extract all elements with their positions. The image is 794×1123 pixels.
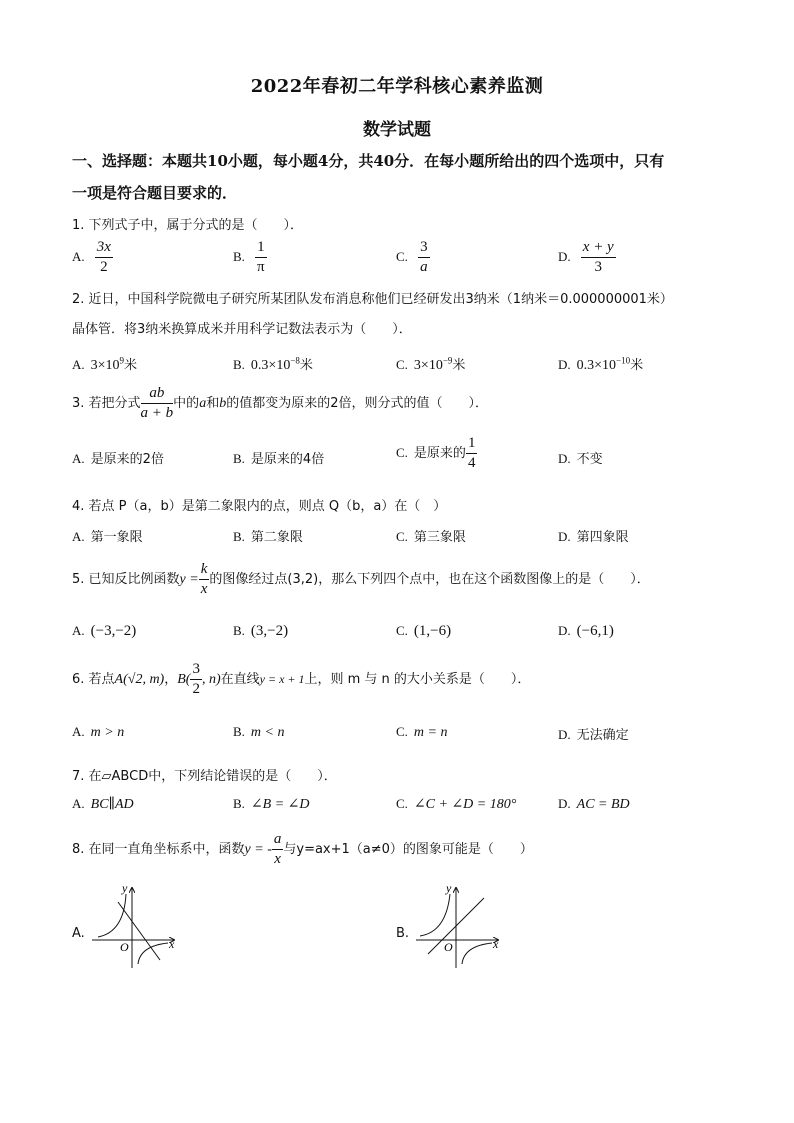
numerator: 3	[190, 662, 202, 680]
option-base: 0.3×10	[576, 358, 617, 373]
q5-stem-post: 的图像经过点(3,2)，那么下列四个点中，也在这个函数图像上的是（ ）．	[209, 572, 650, 587]
q3-option-b	[233, 448, 324, 467]
denominator: 3	[594, 259, 602, 275]
q4-option-d	[558, 526, 629, 545]
q4-option-c	[396, 526, 466, 545]
hyperbola-branch-upper-left	[98, 894, 126, 937]
option-text: ∠B = ∠D	[250, 797, 310, 812]
q3-option-a	[72, 448, 164, 467]
option-text: 第二象限	[250, 530, 303, 545]
option-label: D.	[558, 623, 571, 638]
option-text: (1,−6)	[413, 623, 452, 639]
denominator: a + b	[140, 405, 174, 421]
x-label: x	[169, 937, 175, 951]
q5-stem	[72, 562, 650, 597]
option-base: 3×10	[413, 358, 443, 373]
option-text: AC = BD	[576, 797, 630, 812]
numerator: k	[199, 562, 210, 580]
option-unit: 米	[630, 358, 644, 373]
q7-option-b	[233, 796, 310, 813]
q6-stem-mid: 在直线	[220, 672, 260, 687]
option-text: (−6,1)	[576, 623, 614, 639]
q6-option-c	[396, 724, 447, 741]
q8-stem	[72, 832, 533, 867]
q5-stem-pre: 5. 已知反比例函数	[72, 572, 180, 587]
option-unit: 米	[124, 358, 138, 373]
section-heading-line2: 一项是符合题目要求的．	[72, 184, 238, 202]
q7-option-d	[558, 796, 630, 813]
q3-stem	[72, 386, 488, 421]
exam-subtitle: 数学试题	[363, 120, 431, 140]
origin-label: O	[120, 940, 129, 954]
q4-option-a	[72, 526, 143, 545]
option-label: B.	[233, 357, 245, 372]
option-text: BC∥AD	[90, 797, 134, 812]
option-label: C.	[396, 249, 408, 264]
func-lhs: y = -	[244, 842, 272, 857]
denominator: x	[274, 851, 281, 867]
option-label: D.	[558, 451, 571, 466]
option-label: A.	[72, 724, 85, 739]
q4-option-b	[233, 526, 303, 545]
q8-stem-post: 与y=ax+1（a≠0）的图象可能是（ ）	[283, 842, 533, 857]
q4-stem: 4. 若点 P（a，b）是第二象限内的点，则点 Q（b，a）在（ ）	[72, 499, 447, 514]
option-text: m < n	[250, 725, 285, 740]
q1-option-c	[396, 240, 430, 275]
option-label: B.	[233, 796, 245, 811]
option-text: 是原来的4倍	[250, 452, 325, 467]
q8-option-a-label: A.	[72, 926, 85, 941]
option-exponent: 9	[119, 355, 125, 366]
y-label: y	[446, 881, 452, 895]
x-label: x	[493, 937, 499, 951]
q6-stem-post: 上，则 m 与 n 的大小关系是（ ）．	[304, 672, 531, 687]
option-label: A.	[72, 357, 85, 372]
hyperbola-branch-lower-right	[138, 943, 168, 964]
q5-option-c	[396, 623, 451, 640]
numerator: ab	[141, 386, 174, 404]
option-label: A.	[72, 451, 85, 466]
q6-stem-pre: 6. 若点	[72, 672, 115, 687]
option-text: 第三象限	[413, 530, 466, 545]
option-label: B.	[233, 623, 245, 638]
option-label: C.	[396, 724, 408, 739]
point-b-close: , n)	[201, 672, 221, 687]
option-exponent: −8	[290, 355, 300, 366]
q3-stem-post: 的值都变为原来的2倍，则分式的值（ ）．	[226, 396, 488, 411]
option-label: A.	[72, 796, 85, 811]
denominator: 2	[100, 259, 108, 275]
denominator: π	[257, 259, 265, 275]
q3-stem-mid: 中的	[173, 396, 200, 411]
option-label: D.	[558, 796, 571, 811]
point-a: A(√2, m)	[114, 672, 165, 687]
q8-option-b-label: B.	[396, 926, 410, 941]
q5-option-a	[72, 623, 136, 640]
option-label: D.	[558, 529, 571, 544]
section-heading-line1: 一、选择题：本题共10小题，每小题4分，共40分．在每小题所给出的四个选项中，只有	[72, 152, 665, 170]
point-b-open: B(	[177, 672, 191, 687]
var-a: a	[199, 396, 207, 411]
q2-stem-line1: 2. 近日，中国科学院微电子研究所某团队发布消息称他们已经研发出3纳米（1纳米＝0.000000001米）	[72, 292, 673, 307]
q6-stem	[72, 662, 530, 697]
option-label: C.	[396, 357, 408, 372]
option-label: B.	[233, 529, 245, 544]
q2-option-c	[396, 354, 465, 374]
option-base: 0.3×10	[250, 358, 291, 373]
q6-option-d	[558, 724, 629, 743]
numerator: 3x	[95, 240, 113, 258]
option-text: 是原来的	[413, 446, 466, 461]
y-label: y	[122, 881, 128, 895]
option-text: 第一象限	[90, 530, 143, 545]
option-unit: 米	[299, 358, 313, 373]
q8-option-b-graph	[412, 880, 512, 974]
option-label: C.	[396, 445, 408, 460]
denominator: 2	[192, 681, 200, 697]
numerator: 1	[255, 240, 267, 258]
q2-stem-line2: 晶体管．将3纳米换算成米并用科学记数法表示为（ ）．	[72, 322, 412, 337]
q2-option-a	[72, 354, 137, 374]
q3-stem-and: 和	[206, 396, 220, 411]
q5-option-d	[558, 623, 614, 640]
option-text: 无法确定	[576, 728, 629, 743]
q7-option-a	[72, 796, 134, 813]
option-text: 第四象限	[576, 530, 629, 545]
q1-option-d	[558, 240, 616, 275]
denominator: x	[200, 581, 208, 597]
q3-option-d	[558, 448, 603, 467]
numerator: 3	[418, 240, 430, 258]
q3-stem-pre: 3. 若把分式	[72, 396, 141, 411]
option-text: m > n	[90, 725, 125, 740]
option-text: 不变	[576, 452, 603, 467]
option-text: 是原来的2倍	[90, 452, 164, 467]
q6-option-b	[233, 724, 284, 741]
option-label: C.	[396, 529, 408, 544]
option-label: C.	[396, 796, 408, 811]
q6-option-a	[72, 724, 124, 741]
option-unit: 米	[452, 358, 466, 373]
numerator: a	[272, 832, 284, 850]
denominator: 4	[467, 455, 476, 471]
q2-option-d	[558, 354, 643, 374]
hyperbola-branch-lower-right	[462, 943, 492, 964]
q3-option-c	[396, 436, 477, 471]
option-label: A.	[72, 249, 85, 264]
q7-stem: 7. 在▱ABCD中，下列结论错误的是（ ）．	[72, 769, 337, 784]
option-exponent: −10	[616, 355, 631, 366]
q8-stem-pre: 8. 在同一直角坐标系中，函数	[72, 842, 245, 857]
option-text: ∠C + ∠D = 180°	[413, 797, 517, 812]
option-text: m = n	[413, 725, 448, 740]
origin-label: O	[444, 940, 453, 954]
q7-option-c	[396, 796, 516, 813]
q5-option-b	[233, 623, 288, 640]
option-label: A.	[72, 623, 85, 638]
q1-stem: 1. 下列式子中，属于分式的是（ ）．	[72, 218, 304, 233]
option-label: B.	[233, 451, 245, 466]
option-label: A.	[72, 529, 85, 544]
line-equation: y = x + 1	[259, 672, 305, 686]
exam-title: 2022年春初二年学科核心素养监测	[250, 76, 544, 97]
denominator: a	[420, 259, 428, 275]
q8-option-a-graph	[88, 880, 188, 974]
hyperbola-branch-upper-left	[420, 894, 450, 936]
option-text: (3,−2)	[250, 623, 289, 639]
option-label: D.	[558, 249, 571, 264]
q1-option-a	[72, 240, 113, 275]
q2-option-b	[233, 354, 313, 374]
option-label: B.	[233, 724, 245, 739]
q1-option-b	[233, 240, 267, 275]
option-label: B.	[233, 249, 245, 264]
option-label: D.	[558, 727, 571, 742]
var-b: b	[219, 396, 227, 411]
q6-comma: ，	[164, 672, 178, 687]
numerator: x + y	[581, 240, 616, 258]
option-exponent: −9	[442, 355, 453, 366]
option-text: (−3,−2)	[90, 623, 137, 639]
option-base: 3×10	[90, 358, 120, 373]
option-label: C.	[396, 623, 408, 638]
func-lhs: y =	[179, 572, 199, 587]
numerator: 1	[466, 436, 478, 454]
option-label: D.	[558, 357, 571, 372]
